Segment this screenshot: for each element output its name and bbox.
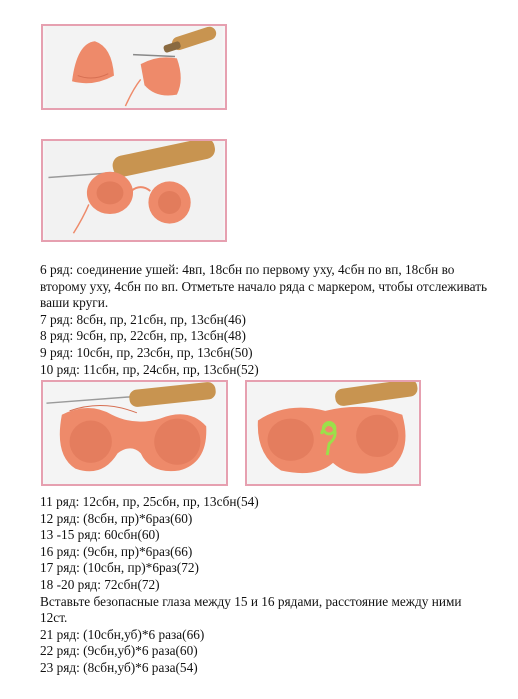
row-16-text: 16 ряд: (9сбн, пр)*6раз(66) [40,543,193,559]
photo-ears-joined [41,139,227,242]
row-13-15-text: 13 -15 ряд: 60сбн(60) [40,527,160,543]
photo-stitch-marker-illustration [247,382,419,484]
row-18-20-text: 18 -20 ряд: 72сбн(72) [40,576,160,592]
row-8-text: 8 ряд: 9сбн, пр, 22сбн, пр, 13сбн(48) [40,328,246,344]
row-7-text: 7 ряд: 8сбн, пр, 21сбн, пр, 13сбн(46) [40,311,246,327]
instructions-rows-6-10 [40,262,492,378]
row-17-text: 17 ряд: (10сбн, пр)*6раз(72) [40,560,199,576]
row-6-text: 6 ряд: соединение ушей: 4вп, 18сбн по первому уху, 4сбн по вп, 18сбн во второму уху, 4сбн по вп. Отметьте начало ряда с маркером, чтобы отслеживать ваши круги. [40,262,488,311]
row-23-text: 23 ряд: (8сбн,уб)*6 раза(54) [40,659,198,675]
row-12-text: 12 ряд: (8сбн, пр)*6раз(60) [40,510,193,526]
photo-ears-separate-illustration [43,26,225,108]
instructions-rows-11-23 [40,494,492,677]
photo-ears-joined-illustration [43,141,225,240]
safety-eyes-note: Вставьте безопасные глаза между 15 и 16 рядами, расстояние между ними 12ст. [40,593,462,626]
photo-joined-round [41,380,228,486]
photo-ears-separate [41,24,227,110]
row-22-text: 22 ряд: (9сбн,уб)*6 раза(60) [40,643,198,659]
row-21-text: 21 ряд: (10сбн,уб)*6 раза(66) [40,626,205,642]
row-9-text: 9 ряд: 10сбн, пр, 23сбн, пр, 13сбн(50) [40,344,253,360]
row-11-text: 11 ряд: 12сбн, пр, 25сбн, пр, 13сбн(54) [40,494,259,509]
photo-stitch-marker [245,380,421,486]
photo-joined-round-illustration [43,382,226,484]
row-10-text: 10 ряд: 11сбн, пр, 24сбн, пр, 13сбн(52) [40,361,259,377]
